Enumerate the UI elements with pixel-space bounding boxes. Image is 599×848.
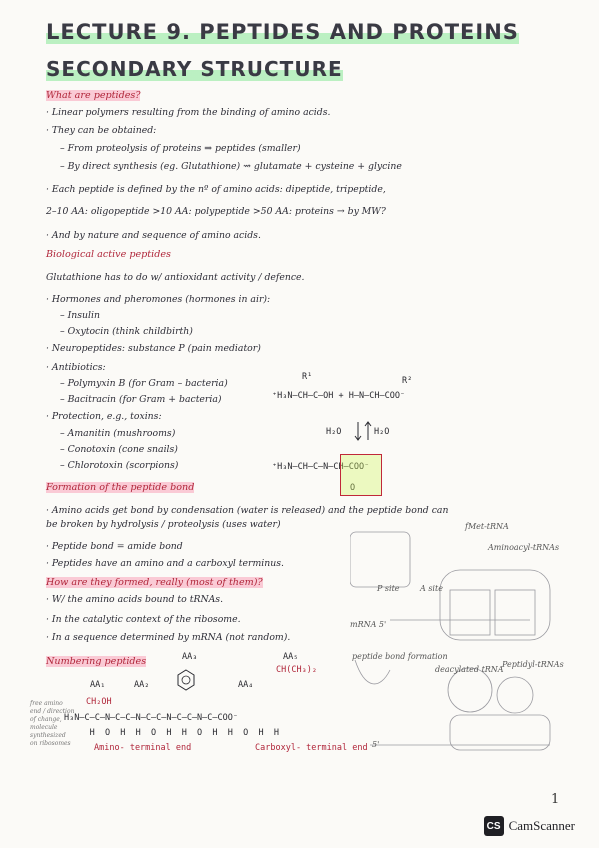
note-line: · They can be obtained: xyxy=(46,125,157,136)
five-prime-label: 5' xyxy=(372,740,380,749)
page-number: 1 xyxy=(551,792,560,807)
note-line: · Peptides have an amino and a carboxyl terminus. xyxy=(46,558,284,569)
note-line: · Peptide bond = amide bond xyxy=(46,541,183,552)
p-site-label: P site xyxy=(377,584,400,593)
aa1-side-chain: CH₂OH xyxy=(86,697,112,707)
deacylated-trna-label: deacylated tRNA xyxy=(435,665,504,674)
note-line: – Amanitin (mushrooms) xyxy=(60,428,176,439)
r1-label: R¹ xyxy=(302,372,313,382)
reactants-formula: ⁺H₃N–CH–C–OH + H–N–CH–COO⁻ xyxy=(272,391,406,401)
heading-peptide-bond: Formation of the peptide bond xyxy=(46,482,195,493)
r2-label: R² xyxy=(402,376,413,386)
note-line: · Neuropeptides: substance P (pain mediator) xyxy=(46,343,261,354)
tyrosine-ring-icon xyxy=(176,668,196,694)
mrna-label: mRNA 5' xyxy=(350,620,387,629)
note-line: – Chlorotoxin (scorpions) xyxy=(60,460,179,471)
heading-what-are-peptides: What are peptides? xyxy=(46,90,141,101)
note-line: – Conotoxin (cone snails) xyxy=(60,444,178,455)
aa3-label: AA₃ xyxy=(182,652,198,662)
ribosome-sketch xyxy=(350,520,560,780)
peptide-bond-box xyxy=(340,454,382,496)
dipeptide-formula: ⁺H₃N–CH–C–N–CH–COO⁻ xyxy=(272,462,370,472)
note-line: · Antibiotics: xyxy=(46,362,106,373)
fmet-trna-label: fMet-tRNA xyxy=(465,522,509,531)
bond-formation-label: peptide bond formation xyxy=(352,652,448,661)
note-line: · In the catalytic context of the ribosome. xyxy=(46,614,241,625)
aa1-label: AA₁ xyxy=(90,680,106,690)
note-line: · In a sequence determined by mRNA (not random). xyxy=(46,632,291,643)
note-line: – From proteolysis of proteins ⇒ peptides (smaller) xyxy=(60,143,301,154)
heading-numbering-peptides: Numbering peptides xyxy=(46,656,147,667)
carboxyl-terminal-label: Carboxyl- terminal end xyxy=(255,743,368,753)
camscanner-text: CamScanner xyxy=(508,818,575,833)
aa2-label: AA₂ xyxy=(134,680,150,690)
margin-note: free amino end / direction of change, molecule synthesized on ribosomes xyxy=(30,700,75,747)
a-site-label: A site xyxy=(420,584,443,593)
note-line: be broken by hydrolysis / proteolysis (uses water) xyxy=(46,519,281,530)
note-line: – Bacitracin (for Gram + bacteria) xyxy=(60,394,222,405)
note-line: · W/ the amino acids bound to tRNAs. xyxy=(46,594,224,605)
aa4-label: AA₄ xyxy=(238,680,254,690)
water-added: H₂O xyxy=(374,427,390,437)
pentapeptide-backbone-below: H O H H O H H O H H O H H xyxy=(64,728,279,738)
note-line: – Oxytocin (think childbirth) xyxy=(60,326,193,337)
note-line: · Linear polymers resulting from the binding of amino acids. xyxy=(46,107,331,118)
heading-bioactive-peptides: Biological active peptides xyxy=(46,249,171,260)
aa5-side-chain: CH(CH₃)₂ xyxy=(276,665,317,675)
note-line: – By direct synthesis (eg. Glutathione) ⇝ glutamate + cysteine + glycine xyxy=(60,161,402,172)
water-released: H₂O xyxy=(326,427,342,437)
aa5-label: AA₅ xyxy=(283,652,299,662)
heading-how-formed: How are they formed, really (most of them)? xyxy=(46,577,263,588)
note-line: · Protection, e.g., toxins: xyxy=(46,411,162,422)
note-line: – Polymyxin B (for Gram – bacteria) xyxy=(60,378,228,389)
note-line: · Hormones and pheromones (hormones in air): xyxy=(46,294,271,305)
note-line: · Amino acids get bond by condensation (water is released) and the peptide bond can xyxy=(46,505,449,516)
note-line: – Insulin xyxy=(60,310,100,321)
peptidyl-trna-label: Peptidyl-tRNAs xyxy=(502,660,564,669)
page-subtitle: SECONDARY STRUCTURE xyxy=(46,57,343,81)
aminoacyl-trna-label: Aminoacyl-tRNAs xyxy=(488,543,560,552)
equilibrium-arrow-icon xyxy=(352,420,374,442)
note-line: · Each peptide is defined by the nº of amino acids: dipeptide, tripeptide, xyxy=(46,184,386,195)
note-line: Glutathione has to do w/ antioxidant activity / defence. xyxy=(46,272,305,283)
camscanner-logo-icon: CS xyxy=(484,816,504,836)
amino-terminal-label: Amino- terminal end xyxy=(94,743,192,753)
page-title: LECTURE 9. PEPTIDES AND PROTEINS xyxy=(46,20,519,44)
note-line: · And by nature and sequence of amino acids. xyxy=(46,230,261,241)
note-line: 2–10 AA: oligopeptide >10 AA: polypeptide >50 AA: proteins → by MW? xyxy=(46,206,386,217)
carbonyl-o-label: O xyxy=(350,483,356,493)
pentapeptide-backbone: H₃N–C–C–N–C–C–N–C–C–N–C–C–N–C–COO⁻ xyxy=(64,713,238,723)
camscanner-watermark xyxy=(484,816,575,836)
